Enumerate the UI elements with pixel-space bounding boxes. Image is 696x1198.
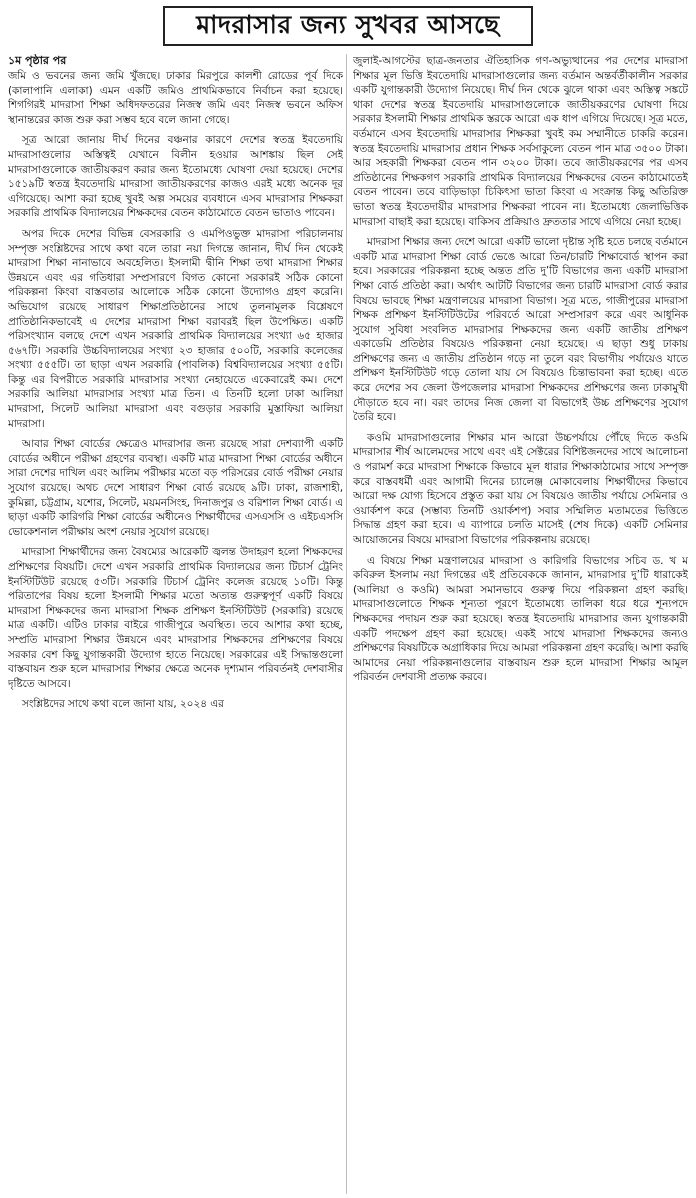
- paragraph: সূত্র আরো জানায় দীর্ঘ দিনের বঞ্চনার কারণে দেশের স্বতন্ত্র ইবতেদায়ি মাদরাসাগুলোর অস্তিত্বই যেখানে বিলীন হওয়ার আশঙ্কায় ছিল সেই মাদরাসাগুলোকে জাতীয়করণ করার জন্য ইতোমধ্যে ঘোষণা দেয়া হয়েছে। দেশের ১৫১৯টি স্বতন্ত্র ইবতেদায়ি মাদরাসা জাতীয়করণের কাজও এরই মধ্যে অনেক দূর এগিয়েছে। আশা করা হচ্ছে খুবই অল্প সময়ের ব্যবধানে এসব মাদরাসার শিক্ষকরা সরকারি প্রাথমিক বিদ্যালয়ের শিক্ষকদের বেতন কাঠামোতে বেতন ভাতাও পাবেন।: [8, 134, 343, 220]
- paragraph: জুলাই-আগস্টের ছাত্র-জনতার ঐতিহাসিক গণ-অভ্যুত্থানের পর দেশের মাদরাসা শিক্ষার মূল ভিত্তি ইবতেদায়ি মাদরাসাগুলোর জন্য বর্তমান অন্তর্বর্তীকালীন সরকার একটি যুগান্তকারী উদ্যোগ নিয়েছে। দীর্ঘ দিন থেকে ঝুলে থাকা এবং অস্তিত্ব সঙ্কটে থাকা দেশের স্বতন্ত্র ইবতেদায়ি মাদরাসাগুলোকে জাতীয়করণের ঘোষণা দিয়ে সরকার ইসলামী শিক্ষার প্রাথমিক স্তরকে আরো এক ধাপ এগিয়ে দিয়েছে। সূত্র মতে, বর্তমানে এসব ইবতেদায়ি মাদরাসার শিক্ষকরা খুবই কম সম্মানীতে চাকরি করেন। স্বতন্ত্র ইবতেদায়ি মাদরাসার প্রধান শিক্ষক সর্বসাকুল্যে বেতন পান মাত্র ৩৫০০ টাকা। আর সহকারী শিক্ষকরা বেতন পান ৩২০০ টাকা। তবে জাতীয়করণের পর এসব প্রতিষ্ঠানের শিক্ষকগণ সরকারি প্রাথমিক বিদ্যালয়ের শিক্ষকদের বেতন কাঠামোতেই বেতন পাবেন। তবে বাড়িভাড়া চিকিৎসা ভাতা কিংবা এ সংক্রান্ত কিছু অতিরিক্ত ভাতা স্বতন্ত্র ইবতেদায়ীর মাদরাসার শিক্ষকরা পাবেন না। ইতোমধ্যে জেলাভিত্তিক মাদরাসা বাছাই করা হয়েছে। বাকিসব প্রক্রিয়াও দ্রুততার সাথে এগিয়ে নেয়া হচ্ছে।: [353, 55, 688, 228]
- continued-from-page-label: ১ম পৃষ্ঠার পর: [8, 54, 67, 67]
- column-divider: [346, 54, 347, 1194]
- paragraph: সংশ্লিষ্টদের সাথে কথা বলে জানা যায়, ২০২৪ এর: [22, 698, 224, 711]
- paragraph: অপর দিকে দেশের বিভিন্ন বেসরকারি ও এমপিওভুক্ত মাদরাসা পরিচালনায় সম্পৃক্ত সংশ্লিষ্টদের সাথে কথা বলে তারা নয়া দিগন্তে জানান, দীর্ঘ দিন থেকেই মাদরাসা শিক্ষা নানাভাবে অবহেলিত। ইসলামী দ্বীনি শিক্ষা তথা মাদরাসা শিক্ষার উন্নয়নে এবং এর গতিধারা সম্প্রসারণে বিগত কোনো সরকারই সঠিক কোনো পরিকল্পনা কিংবা বাস্তবতার আলোকে সঠিক কোনো উদ্যোগও গ্রহণ করেনি। অভিযোগ রয়েছে সাধারণ শিক্ষাপ্রতিষ্ঠানের সাথে তুলনামূলক বিশ্লেষণে প্রাতিষ্ঠানিকভাবেই এ দেশের মাদরাসা শিক্ষা বরাবরই ছিল উপেক্ষিত। একটি পরিসংখ্যান বলছে দেশে এখন সরকারি প্রাথমিক বিদ্যালয়ের সংখ্যা ৬৫ হাজার ৫৬৭টি। সরকারি উচ্চবিদ্যালয়ের সংখ্যা ২৩ হাজার ৫০০টি, সরকারি কলেজের সংখ্যা ৫৫৫টি। তা ছাড়া এখন সরকারি (পাবলিক) বিশ্ববিদ্যালয়ের সংখ্যা ৫৫টি। কিন্তু এর বিপরীতে সরকারি মাদরাসার সংখ্যা নেহায়েতে একেবারেই কম। দেশে সরকারি আলিয়া মাদরাসার সংখ্যা মাত্র তিন। এ তিনটি হলো ঢাকা আলিয়া মাদরাসা, সিলেট আলিয়া মাদরাসা এবং বগুড়ার সরকারি মুস্তাফিয়া আলিয়া মাদরাসা।: [8, 227, 343, 430]
- paragraph: মাদরাসা শিক্ষার্থীদের জন্য বৈষম্যের আরেকটি জ্বলন্ত উদাহরণ হলো শিক্ষকদের প্রশিক্ষণের বিষয়টি। দেশে এখন সরকারি প্রাথমিক বিদ্যালয়ের জন্য টিচার্স ট্রেনিং ইনস্টিটিউট রয়েছে ৫৩টি। সরকারি টিচার্স ট্রেনিং কলেজ রয়েছে ১০টি। কিন্তু পরিতাপের বিষয় হলো ইসলামী শিক্ষার মতো অত্যন্ত গুরুত্বপূর্ণ একটি বিষয়ে মাদরাসা শিক্ষকদের জন্য মাদরাসা শিক্ষক প্রশিক্ষণ ইনস্টিটিউট (সরকারি) রয়েছে মাত্র একটি। এটিও ঢাকার বাইরে গাজীপুরে অবস্থিত। তবে আশার কথা হচ্ছে, সম্প্রতি মাদরাসা শিক্ষার উন্নয়নে এবং মাদরাসার শিক্ষকদের প্রশিক্ষণের বিষয়ে সরকার বেশ কিছু যুগান্তকারী উদ্যোগ হাতে নিয়েছে। সরকারের এই সিদ্ধান্তগুলো বাস্তবায়ন শুরু হলে মাদরাসার শিক্ষার ক্ষেত্রে অনেক দৃশ্যমান পরিবর্তনই দেশবাসীর দৃষ্টিতে আসবে।: [8, 546, 343, 690]
- article-column-left: [8, 54, 343, 1194]
- paragraph: কওমি মাদরাসাগুলোর শিক্ষার মান আরো উচ্চপর্যায়ে পৌঁছে দিতে কওমি মাদরাসার শীর্ষ আলেমদের সাথে এবং এই সেক্টরের বিশিষ্টজনদের সাথে আলোচনা ও পরামর্শ করে মাদরাসা শিক্ষাকে কিভাবে মূল ধারার শিক্ষাকাঠামোর সাথে সম্পৃক্ত করে বাস্তবধর্মী এবং আগামী দিনের চ্যালেঞ্জ মোকাবেলায় শিক্ষার্থীদের কিভাবে আরো দক্ষ যোগ্য হিসেবে প্রস্তুত করা যায় সে বিষয়েও জাতীয় পর্যায়ে সেমিনার ও ওয়ার্কশপ করে (সম্ভাব্য তিনটি ওয়ার্কশপ) সবার সম্মিলিত মতামতের ভিত্তিতে সিদ্ধান্ত গ্রহণ করা হবে। এ ব্যাপারে চলতি মাসেই (শেষ দিকে) একটি সেমিনার আয়োজনের বিষয়ে মাদরাসা বিভাগের পরিকল্পনায় রয়েছে।: [353, 431, 688, 546]
- paragraph: আবার শিক্ষা বোর্ডের ক্ষেত্রেও মাদরাসার জন্য রয়েছে সারা দেশব্যাপী একটি বোর্ডের অধীনে পরীক্ষা গ্রহণের ব্যবস্থা। একটি মাত্র মাদরাসা শিক্ষা বোর্ডের অধীনে সারা দেশের দাখিল এবং আলিম পরীক্ষার মতো বড় পরিসরের বোর্ড পরীক্ষা নেয়ার সুযোগ রয়েছে। অথচ দেশে সাধারণ শিক্ষা বোর্ড রয়েছে ৯টি। ঢাকা, রাজশাহী, কুমিল্লা, চট্টগ্রাম, যশোর, সিলেট, ময়মনসিংহ, দিনাজপুর ও বরিশাল শিক্ষা বোর্ড। এ ছাড়া একটি কারিগরি শিক্ষা বোর্ডের অধীনেও শিক্ষার্থীদের এসএসসি ও এইচএসসি ভোকেশনাল পরীক্ষায় অংশ নেয়ার সুযোগ রয়েছে।: [8, 438, 343, 538]
- paragraph: এ বিষয়ে শিক্ষা মন্ত্রণালয়ের মাদরাসা ও কারিগরি বিভাগের সচিব ড. খ ম কবিরুল ইসলাম নয়া দিগন্তের এই প্রতিবেককে জানান, মাদরাসার দু’টি ধারাকেই (আলিয়া ও কওমি) আমরা সমানভাবে গুরুত্ব দিয়ে পরিকল্পনা গ্রহণ করছি। মাদরাসাগুলোতে শিক্ষক শূন্যতা পূরণে ইতোমধ্যে তালিকা ধরে ধরে শূন্যপদে শিক্ষকদের পদায়ন শুরু করা হয়েছে। স্বতন্ত্র ইবতেদায়ি মাদরাসার জন্য যুগান্তকারী একটি পদক্ষেপ গ্রহণ করা হয়েছে। একই সাথে মাদরাসা শিক্ষকদের জন্যও প্রশিক্ষণের বিষয়টিকে অগ্রাধিকার দিয়ে আমরা পরিকল্পনা গ্রহণ করেছি। আশা করছি আমাদের নেয়া পরিকল্পনাগুলোর বাস্তবায়ন শুরু হলে মাদরাসা শিক্ষার আমূল পরিবর্তন দেশবাসী প্রত্যক্ষ করবে।: [353, 554, 688, 684]
- article-column-right: [353, 54, 688, 1194]
- paragraph: মাদরাসা শিক্ষার জন্য দেশে আরো একটি ভালো দৃষ্টান্ত সৃষ্টি হতে চলছে বর্তমানে একটি মাত্র মাদরাসা শিক্ষা বোর্ড ভেঙে আরো তিন/চারটি শিক্ষাবোর্ড স্থাপন করা হবে। সরকারের পরিকল্পনা হচ্ছে অন্তত প্রতি দু’টি বিভাগের জন্য একটি মাদরাসা শিক্ষা বোর্ড প্রতিষ্ঠা করা। অর্থাৎ আটটি বিভাগের জন্য চারটি মাদরাসা বোর্ড করার বিষয়ে ভাবছে শিক্ষা মন্ত্রণালয়ের মাদরাসা বিভাগ। সূত্র মতে, গাজীপুরের মাদরাসা শিক্ষক প্রশিক্ষণ ইনস্টিটিউটের পরিবর্তে আরো সম্প্রসারণ করে এবং আধুনিক সুযোগ সুবিধা সংবলিত মাদরাসার শিক্ষকদের জন্য একটি জাতীয় প্রশিক্ষণ একাডেমি প্রতিষ্ঠার বিষয়েও পরিকল্পনা নেয়া হয়েছে। এ ছাড়া শুধু ঢাকায় প্রশিক্ষণের জন্য এ জাতীয় প্রতিষ্ঠান গড়ে না তুলে বরং বিভাগীয় পর্যায়েও যাতে প্রশিক্ষণ ইনস্টিটিউট গড়ে তোলা যায় সে বিষয়েও চিন্তাভাবনা করা হচ্ছে। এতে করে দেশের সব জেলা উপজেলার মাদরাসা শিক্ষকদের প্রশিক্ষণের জন্য ঢাকামুখী দৌড়াতে হবে না। বরং তাদের নিজ জেলা বা বিভাগেই উচ্চ প্রশিক্ষণের সুযোগ তৈরি হবে।: [353, 236, 688, 424]
- paragraph: জমি ও ভবনের জন্য জমি খুঁজছে। ঢাকার মিরপুরে কালশী রোডের পূর্ব দিকে (কালাপানি এলাকা) এমন একটি জমিও প্রাথমিকভাবে নির্বাচন করা হয়েছে। শিগগিরই মাদরাসা শিক্ষা অধিদফতরের নিজস্ব জমি এবং নিজস্ব ভবনে অফিস স্থানান্তরের কাজ শুরু করা সম্ভব হবে বলে জানা গেছে।: [8, 70, 343, 126]
- headline: মাদরাসার জন্য সুখবর আসছে: [163, 6, 533, 46]
